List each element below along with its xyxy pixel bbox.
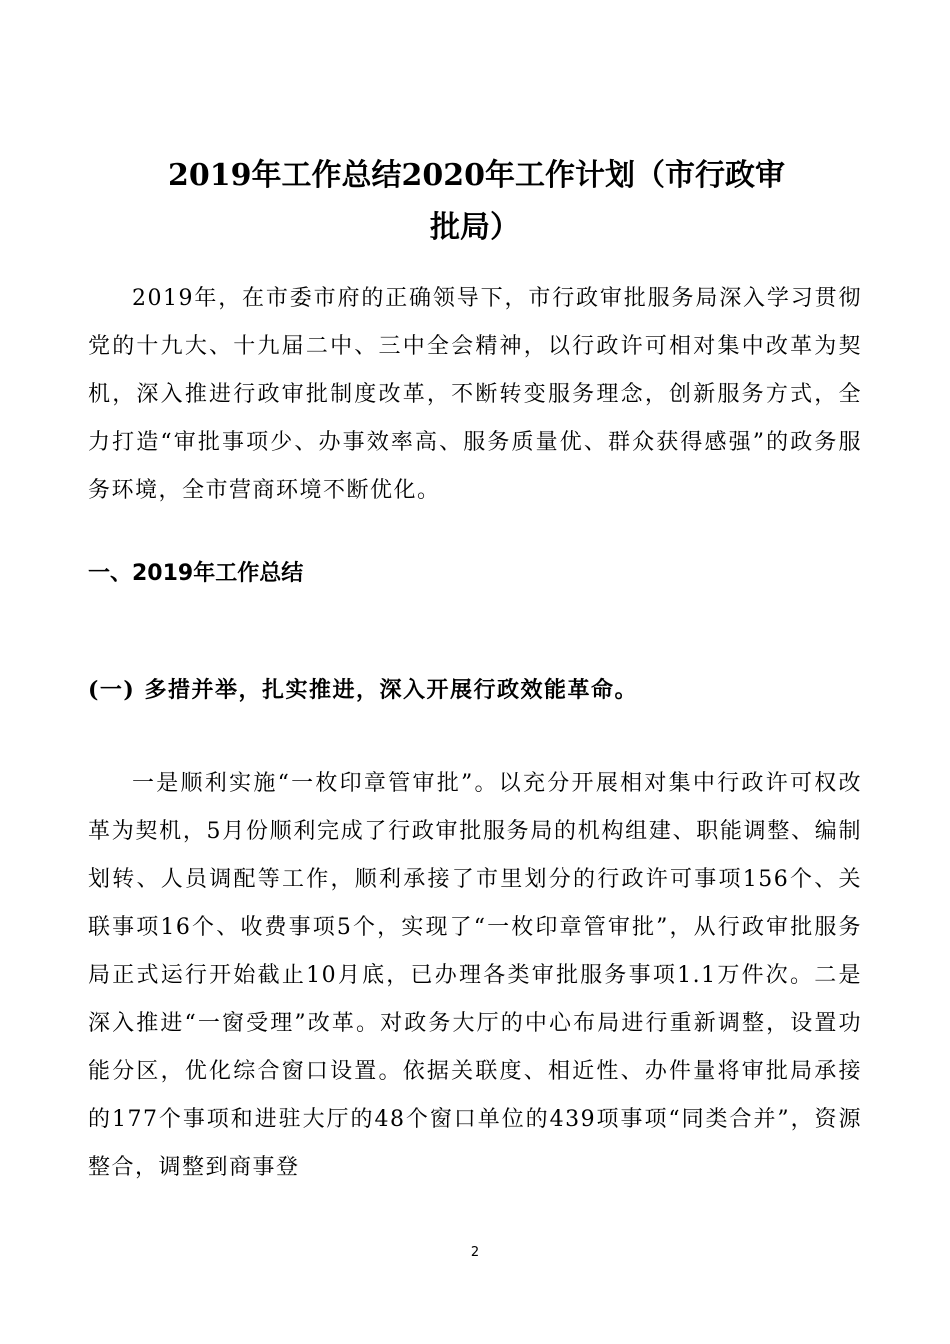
section-heading: 一、2019年工作总结 (88, 561, 304, 586)
page-number: 2 (470, 1245, 480, 1260)
intro-paragraph: 2019年，在市委市府的正确领导下，市行政审批服务局深入学习贯彻党的十九大、十九届二中、三中全会精神，以行政许可相对集中改革为契机，深入推进行政审批制度改革，不断转变服务理念，创新服务方式，全力打造“审批事项少、办事效率高、服务质量优、群众获得感强”的政务服务环境，全市营商环境不断优化。 (88, 286, 862, 503)
document-title (88, 150, 862, 254)
subsection-heading: (一) 多措并举，扎实推进，深入开展行政效能革命。 (88, 677, 638, 703)
body-paragraph: 一是顺利实施“一枚印章管审批”。以充分开展相对集中行政许可权改革为契机，5月份顺利完成了行政审批服务局的机构组建、职能调整、编制划转、人员调配等工作，顺利承接了市里划分的行政许可事项156个、关联事项16个、收费事项5个，实现了“一枚印章管审批”，从行政审批服务局正式运行开始截止10月底，已办理各类审批服务事项1.1万件次。二是深入推进“一窗受理”改革。对政务大厅的中心布局进行重新调整，设置功能分区，优化综合窗口设置。依据关联度、相近性、办件量将审批局承接的177个事项和进驻大厅的48个窗口单位的439项事项“同类合并”，资源整合，调整到商事登 (88, 771, 862, 1180)
document-title-line1: 2019年工作总结2020年工作计划（市行政审 (168, 158, 785, 193)
document-title-line2: 批局） (430, 210, 520, 245)
